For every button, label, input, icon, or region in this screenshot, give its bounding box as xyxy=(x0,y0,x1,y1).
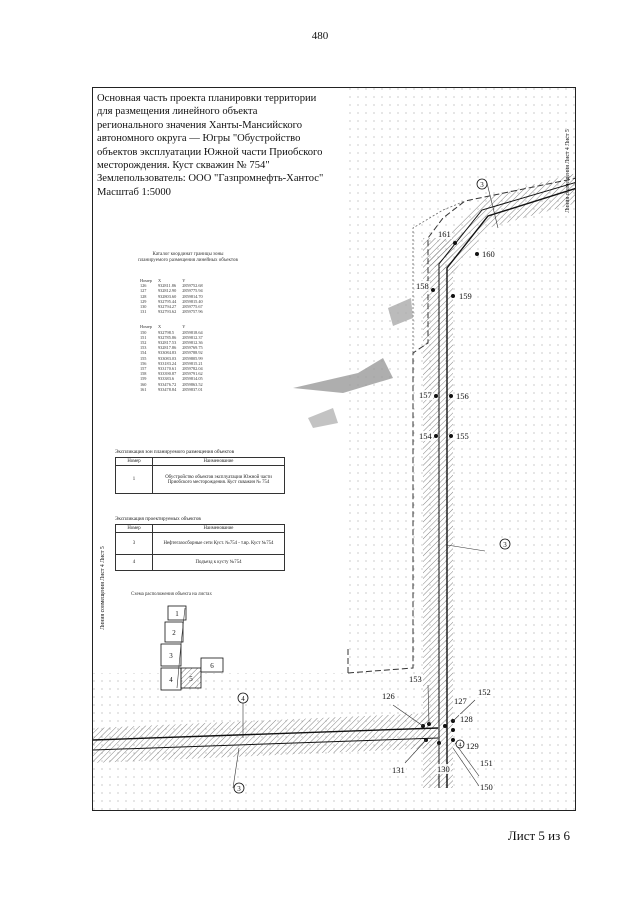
sheet-4: 4 xyxy=(169,676,173,684)
table-cell: 933390.87 xyxy=(157,371,177,377)
header-line: объектов эксплуатации Южной части Приобского xyxy=(97,146,323,158)
table-row xyxy=(137,387,206,392)
table-cell: 131 xyxy=(140,309,147,315)
point-label: 126 xyxy=(382,691,395,701)
table-cell: 2859775.94 xyxy=(182,288,203,294)
sheet-2: 2 xyxy=(172,629,176,637)
col-header: Наименование xyxy=(153,525,285,533)
legend-number: 3 xyxy=(116,533,153,555)
col-header: X xyxy=(157,324,162,330)
legend-caption: Экспликация зон планируемого размещения объектов xyxy=(115,449,235,455)
table-cell: 932803.60 xyxy=(157,293,177,299)
point-label: 155 xyxy=(456,431,469,441)
table-cell: 2859812.37 xyxy=(182,334,203,340)
table-cell: 128 xyxy=(140,293,147,299)
point-label: 154 xyxy=(419,431,432,441)
sheet-5: 5 xyxy=(189,675,193,683)
sheet-counter: Лист 5 из 6 xyxy=(507,828,570,843)
table-cell: 2859769.75 xyxy=(182,345,203,351)
table-cell: 933170.61 xyxy=(157,366,177,372)
match-line-left-text: Линия совмещения Лист 4 Лист 5 xyxy=(100,546,106,630)
table-cell: 152 xyxy=(140,340,147,346)
table-cell: 127 xyxy=(140,288,147,294)
table-cell: 2859775.67 xyxy=(182,304,203,310)
table-cell: 932817.86 xyxy=(157,345,177,351)
legend-designed-table xyxy=(115,524,285,571)
table-cell: 2859815.21 xyxy=(182,360,203,366)
callout-3-bottom-text: 3 xyxy=(237,785,241,793)
map-sheet-frame xyxy=(92,87,576,811)
table-cell: 932798.5 xyxy=(157,329,175,335)
point-label: 157 xyxy=(419,390,432,400)
sheet-1: 1 xyxy=(175,610,179,618)
table-cell: 2859814.05 xyxy=(182,376,203,382)
table-cell: 153 xyxy=(140,345,147,351)
point-155 xyxy=(449,434,453,438)
col-header: Номер xyxy=(116,458,153,466)
point-160 xyxy=(475,252,479,256)
point-label: 156 xyxy=(456,391,469,401)
table-cell: 129 xyxy=(140,298,147,304)
table-cell: 2859782.04 xyxy=(182,366,203,372)
header-line: Основная часть проекта планировки территории xyxy=(97,93,317,104)
table-cell: 932817.53 xyxy=(157,340,177,346)
point-label: 158 xyxy=(416,281,429,291)
table-cell: 2859757.96 xyxy=(182,309,203,315)
point-157 xyxy=(434,394,438,398)
col-header: Y xyxy=(182,278,186,283)
legend-name: Нефтегазосборные сети Куст. №754 - т.вр. Куст №754 xyxy=(153,533,285,555)
table-cell: 2859805.99 xyxy=(182,355,203,361)
point-158 xyxy=(431,288,435,292)
col-header: X xyxy=(157,278,162,283)
table-cell: 159 xyxy=(140,376,147,382)
table-cell: 2859812.36 xyxy=(182,340,203,346)
point-label: 131 xyxy=(392,765,405,775)
catalog-table-1 xyxy=(137,278,206,314)
legend-planned-table xyxy=(115,457,285,494)
table-cell: 158 xyxy=(140,371,147,377)
table-cell: 932811.86 xyxy=(157,283,177,289)
table-cell: 157 xyxy=(140,366,147,372)
point-128 xyxy=(451,728,455,732)
point-label: 159 xyxy=(459,291,472,301)
point-159 xyxy=(451,294,455,298)
legend-name: Обустройство объектов эксплуатации Южной части Приобского месторождения. Куст скважин № 754 xyxy=(153,466,285,494)
table-cell: 2859752.68 xyxy=(182,283,203,289)
point-161 xyxy=(453,241,457,245)
table-cell: 932795.44 xyxy=(157,298,177,304)
header-line: месторождения. Куст скважин № 754" xyxy=(97,160,270,172)
catalog-caption: Каталог координат границы зоны xyxy=(152,252,224,257)
match-line-right xyxy=(561,120,575,230)
table-cell: 155 xyxy=(140,355,147,361)
table-cell: 2859815.40 xyxy=(182,298,203,304)
point-label: 127 xyxy=(454,696,467,706)
legend-designed xyxy=(115,516,293,571)
point-label: 129 xyxy=(466,741,479,751)
table-cell: 932785.86 xyxy=(157,334,177,340)
table-cell: 2859791.62 xyxy=(182,371,203,377)
catalog-caption: планируемого размещения линейных объектов xyxy=(138,258,238,263)
point-label: 153 xyxy=(409,674,422,684)
point-label: 151 xyxy=(480,758,493,768)
table-cell: 160 xyxy=(140,381,147,387)
point-label: 150 xyxy=(480,782,493,792)
legend-name: Подъезд к кусту №754 xyxy=(153,555,285,571)
point-label: 128 xyxy=(460,714,473,724)
col-header: Наименование xyxy=(153,458,285,466)
legend-number: 1 xyxy=(116,466,153,494)
table-cell: 932793.62 xyxy=(157,309,177,315)
table-cell: 156 xyxy=(140,360,147,366)
catalog-rows-2 xyxy=(137,330,206,392)
callout-3-top-text: 3 xyxy=(480,181,484,189)
table-cell: 2859863.52 xyxy=(182,381,203,387)
catalog-table-2 xyxy=(137,324,206,392)
table-cell: 2859837.01 xyxy=(182,386,203,392)
table-cell: 933083.03 xyxy=(157,355,177,361)
point-label: 130 xyxy=(437,764,450,774)
table-cell: 933383.6 xyxy=(157,376,175,382)
table-cell: 161 xyxy=(140,386,147,392)
table-cell: 933478.84 xyxy=(157,386,177,392)
header-line: Землепользователь: ООО "Газпромнефть-Хантос" xyxy=(97,173,324,185)
project-header xyxy=(97,92,352,199)
table-cell: 933183.24 xyxy=(157,360,177,366)
callout-4-right-text: 4 xyxy=(458,742,462,749)
col-header: Y xyxy=(182,324,186,330)
page-number: 480 xyxy=(311,30,329,42)
scheme-title: Схема расположения объекта на листах xyxy=(131,592,212,597)
header-line: Масштаб 1:5000 xyxy=(97,186,171,198)
table-cell: 932794.27 xyxy=(157,304,177,310)
table-cell: 2859788.92 xyxy=(182,350,203,356)
point-label: 160 xyxy=(482,249,495,259)
callout-3-mid-text: 3 xyxy=(503,541,507,549)
catalog-rows-1 xyxy=(137,283,206,314)
col-header: Номер xyxy=(140,324,152,330)
legend-caption: Экспликация проектируемых объектов xyxy=(115,516,201,522)
col-header: Номер xyxy=(116,525,153,533)
header-line: для размещения линейного объекта xyxy=(97,106,258,118)
sheet-6: 6 xyxy=(210,662,214,670)
sheet-3: 3 xyxy=(169,652,173,660)
table-cell: 150 xyxy=(140,329,147,335)
table-cell: 2859818.64 xyxy=(182,329,203,335)
point-156 xyxy=(449,394,453,398)
callout-4-left-text: 4 xyxy=(241,695,245,703)
match-line-right-text: Линия совмещения Лист 4 Лист 5 xyxy=(565,129,571,213)
vertical-corridor xyxy=(423,238,453,788)
table-cell: 933084.83 xyxy=(157,350,177,356)
point-129 xyxy=(451,738,455,742)
col-header: Номер xyxy=(140,278,152,283)
header-line: регионального значения Ханты-Мансийского xyxy=(97,119,303,131)
match-line-left xyxy=(93,505,107,685)
table-cell: 151 xyxy=(140,334,147,340)
legend-number: 4 xyxy=(116,555,153,571)
table-cell: 933476.72 xyxy=(157,381,177,387)
point-127 xyxy=(443,724,447,728)
table-cell: 932812.90 xyxy=(157,288,177,294)
coordinate-catalog xyxy=(113,252,263,392)
table-cell: 130 xyxy=(140,304,147,310)
table-cell: 126 xyxy=(140,283,147,289)
point-label: 161 xyxy=(438,229,451,239)
legend-planned xyxy=(115,449,293,494)
header-line: автономного округа — Югры "Обустройство xyxy=(97,133,301,145)
grey-patch-3 xyxy=(308,408,338,428)
table-cell: 154 xyxy=(140,350,147,356)
table-cell: 2859814.70 xyxy=(182,293,203,299)
point-label: 152 xyxy=(478,687,491,697)
point-154 xyxy=(434,434,438,438)
